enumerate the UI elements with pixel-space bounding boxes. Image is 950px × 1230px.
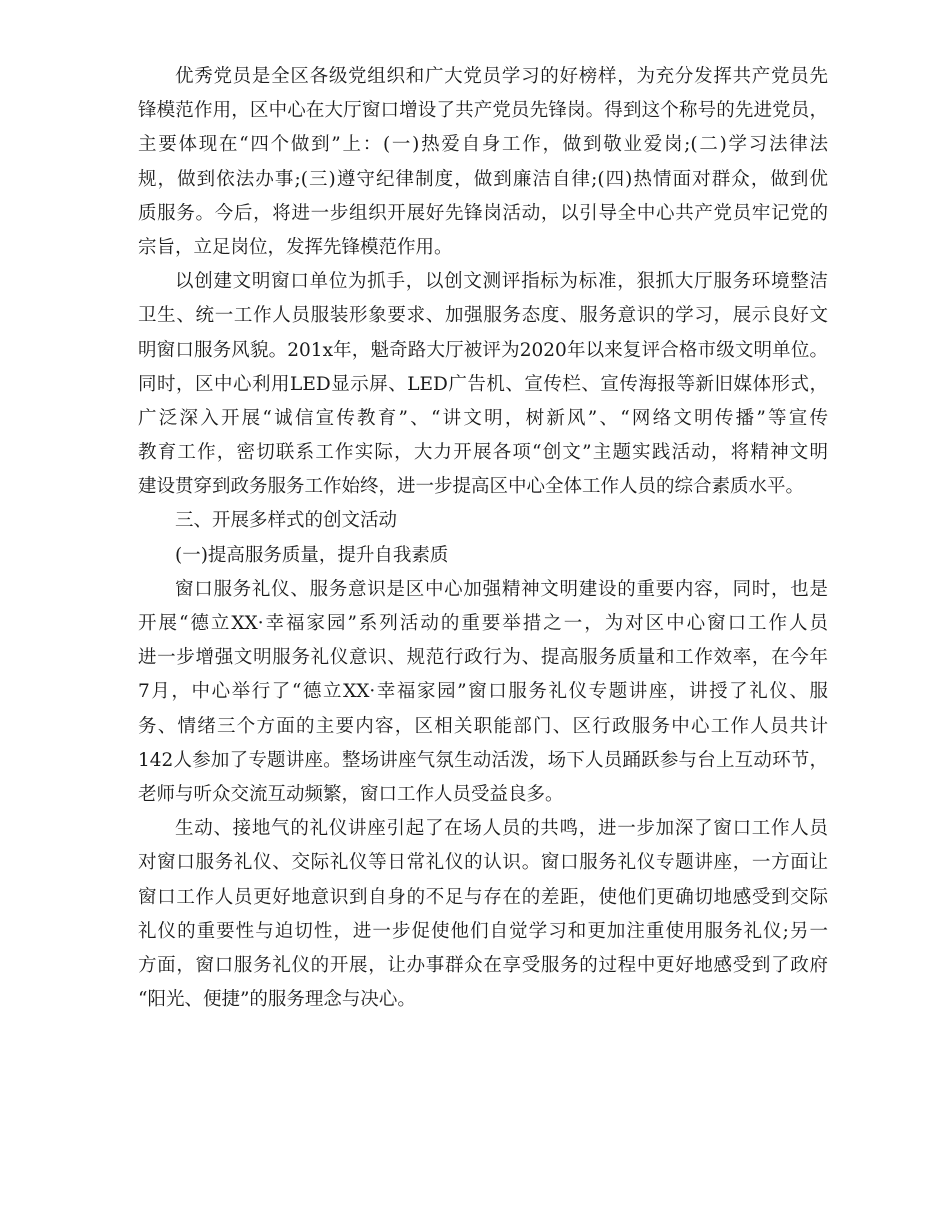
text-line: 以创建文明窗口单位为抓手，以创文测评指标为标准，狠抓大厅服务环境整洁 <box>175 271 828 293</box>
text-line: 建设贯穿到政务服务工作始终，进一步提高区中心全体工作人员的综合素质水平。 <box>138 476 805 498</box>
text-line: 同时，区中心利用LED显示屏、LED广告机、宣传栏、宣传海报等新旧媒体形式， <box>138 373 828 395</box>
text-line: 进一步增强文明服务礼仪意识、规范行政行为、提高服务质量和工作效率，在今年 <box>138 647 828 669</box>
text-line: 窗口工作人员更好地意识到自身的不足与存在的差距，使他们更确切地感受到交际 <box>138 886 828 908</box>
subsection-heading <box>138 539 828 573</box>
subsection-title: (一)提高服务质量，提升自我素质 <box>175 544 449 566</box>
text-line: 质服务。今后，将进一步组织开展好先锋岗活动，以引导全中心共产党员牢记党的 <box>138 202 828 224</box>
text-line: 开展“德立XX·幸福家园”系列活动的重要举措之一，为对区中心窗口工作人员 <box>138 613 828 634</box>
section-title: 三、开展多样式的创文活动 <box>175 510 398 532</box>
text-line: “阳光、便捷”的服务理念与决心。 <box>138 989 416 1011</box>
text-line: 老师与听众交流互动频繁，窗口工作人员受益良多。 <box>138 783 564 805</box>
text-line: 教育工作，密切联系工作实际，大力开展各项“创文”主题实践活动，将精神文明 <box>138 442 828 464</box>
section-heading <box>138 504 828 538</box>
text-line: 窗口服务礼仪、服务意识是区中心加强精神文明建设的重要内容，同时，也是 <box>175 578 828 600</box>
text-line: 广泛深入开展“诚信宣传教育”、“讲文明，树新风”、“网络文明传播”等宣传 <box>138 407 828 429</box>
text-line: 礼仪的重要性与迫切性，进一步促使他们自觉学习和更加注重使用服务礼仪;另一 <box>138 920 828 942</box>
text-line: 宗旨，立足岗位，发挥先锋模范作用。 <box>138 236 453 258</box>
text-line: 明窗口服务风貌。201x年，魁奇路大厅被评为2020年以来复评合格市级文明单位。 <box>138 339 828 361</box>
text-line: 方面，窗口服务礼仪的开展，让办事群众在享受服务的过程中更好地感受到了政府 <box>138 954 828 976</box>
text-line: 规，做到依法办事;(三)遵守纪律制度，做到廉洁自律;(四)热情面对群众，做到优 <box>138 168 828 190</box>
text-line: 142人参加了专题讲座。整场讲座气氛生动活泼，场下人员踊跃参与台上互动环节， <box>138 749 828 771</box>
document-body <box>138 60 828 1017</box>
text-line: 主要体现在“四个做到”上：(一)热爱自身工作，做到敬业爱岗;(二)学习法律法 <box>138 134 828 156</box>
text-line: 卫生、统一工作人员服装形象要求、加强服务态度、服务意识的学习，展示良好文 <box>138 305 828 327</box>
text-line: 生动、接地气的礼仪讲座引起了在场人员的共鸣，进一步加深了窗口工作人员 <box>175 818 828 840</box>
text-line: 对窗口服务礼仪、交际礼仪等日常礼仪的认识。窗口服务礼仪专题讲座，一方面让 <box>138 852 828 874</box>
paragraph-3 <box>138 573 828 812</box>
text-line: 优秀党员是全区各级党组织和广大党员学习的好榜样，为充分发挥共产党员先 <box>175 66 828 87</box>
text-line: 务、情绪三个方面的主要内容，区相关职能部门、区行政服务中心工作人员共计 <box>138 715 828 737</box>
paragraph-1 <box>138 60 828 265</box>
paragraph-2 <box>138 265 828 504</box>
text-line: 锋模范作用，区中心在大厅窗口增设了共产党员先锋岗。得到这个称号的先进党员， <box>138 100 828 122</box>
paragraph-4 <box>138 812 828 1017</box>
text-line: 7月，中心举行了“德立XX·幸福家园”窗口服务礼仪专题讲座，讲授了礼仪、服 <box>138 681 828 703</box>
